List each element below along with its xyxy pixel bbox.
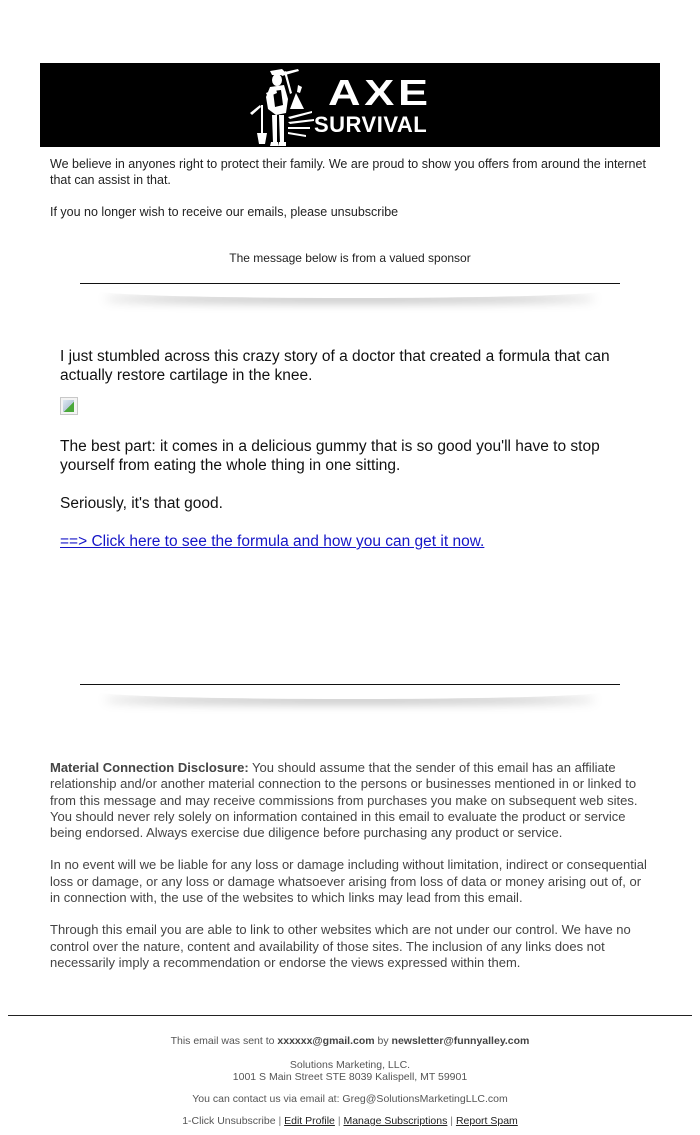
logo-title: AXE [328,72,432,113]
sponsor-note: The message below is from a valued sponsor [229,251,471,265]
divider-bottom [80,684,620,685]
separator: | [447,1115,456,1127]
separator: | [275,1115,285,1127]
unsubscribe-line [50,204,650,220]
intro-text: We believe in anyones right to protect their family. We are proud to show you offers from around the internet that can assist in that. [50,157,646,187]
disclosure-section [50,760,650,971]
sent-by: by [374,1035,392,1047]
email-footer [100,1035,600,1127]
footer-divider [8,1015,692,1016]
sponsored-message [60,347,640,551]
company-address: 1001 S Main Street STE 8039 Kalispell, MT 59901 [232,1071,468,1083]
one-click-unsubscribe-link[interactable]: 1-Click Unsubscribe [182,1115,276,1127]
disclosure-paragraph-1 [50,760,650,841]
message-paragraph-3: Seriously, it's that good. [60,495,223,512]
disclosure-heading: Material Connection Disclosure: [50,760,249,775]
logo-subtitle: SURVIVAL [314,112,428,137]
separator: | [334,1115,344,1127]
disclosure-paragraph-3: Through this email you are able to link to other websites which are not under our control. We have no control over the nature, content and availability of those sites. The inclusion of any links does not necessarily imply a recommendation or endorse the views expressed within them. [50,922,631,970]
cta-link[interactable]: ==> Click here to see the formula and how you can get it now. [60,533,485,550]
message-paragraph-2: The best part: it comes in a delicious gummy that is so good you'll have to stop yourself from eating the whole thing in one sitting. [60,438,600,474]
sender-email: newsletter@funnyalley.com [391,1035,530,1047]
cta-paragraph [60,532,640,551]
report-spam-link[interactable]: Report Spam [455,1115,518,1127]
divider-top [80,283,620,284]
disclosure-text-1: You should assume that the sender of this email has an affiliate relationship and/or another material connection to the persons or businesses mentioned in or linked to from this message and may receive commissions from purchases you make on subsequent web sites. You should never rely solely on information contained in this email to evaluate the product or service being endorsed. Always exercise due diligence before purchasing any product or service. [50,760,638,841]
broken-image-icon[interactable] [60,397,78,415]
header-banner [40,63,660,147]
disclosure-paragraph-2: In no event will we be liable for any loss or damage including without limitation, indirect or consequential loss or damage, or any loss or damage whatsoever arising from loss of data or money arising out of, or in connection with, the use of the websites to which links may lead from this email. [50,857,647,906]
brand-logo[interactable] [246,65,456,147]
unsubscribe-link[interactable]: unsubscribe [330,205,399,219]
manage-subscriptions-link[interactable]: Manage Subscriptions [343,1115,448,1127]
intro-section [50,156,650,220]
unsubscribe-prefix: If you no longer wish to receive our emails, please [50,205,328,219]
footer-links [100,1115,600,1127]
contact-line: You can contact us via email at: Greg@SolutionsMarketingLLC.com [192,1093,508,1105]
recipient-email: xxxxxx@gmail.com [277,1035,375,1047]
message-paragraph-1: I just stumbled across this crazy story of a doctor that created a formula that can actually restore cartilage in the knee. [60,348,610,384]
edit-profile-link[interactable]: Edit Profile [284,1115,335,1127]
sent-to-line [100,1035,600,1047]
sent-prefix: This email was sent to [170,1035,278,1047]
company-name: Solutions Marketing, LLC. [289,1059,411,1071]
miner-with-pickaxe-icon [246,65,316,147]
